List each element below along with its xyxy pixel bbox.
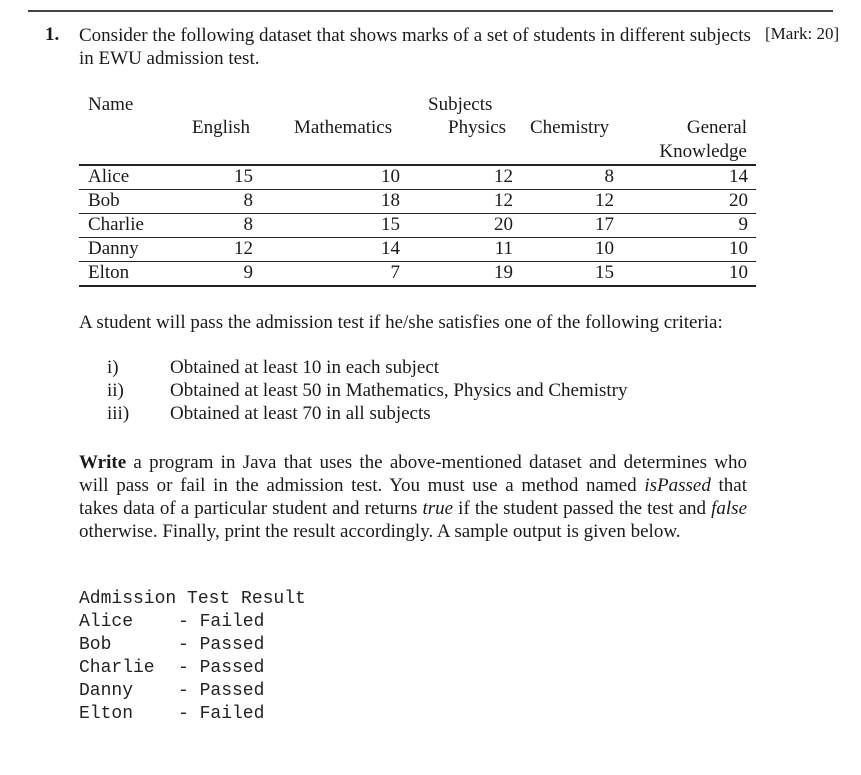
table-cell: 18 (381, 190, 400, 211)
row-rule (79, 261, 756, 262)
top-rule (28, 10, 833, 12)
task-p1: a program in Java that uses the above-mentioned dataset and determines who will pass or fail in the admission test. You must use a method named (79, 452, 747, 496)
table-cell: 14 (729, 166, 748, 187)
table-cell: 20 (494, 214, 513, 235)
output-result: - Failed (178, 612, 265, 632)
sample-output-title: Admission Test Result (79, 589, 306, 609)
table-cell: 15 (381, 214, 400, 235)
task-bold: Write (79, 452, 127, 473)
table-cell: 15 (595, 262, 614, 283)
sample-output-lines (79, 611, 306, 726)
table-cell: 12 (234, 238, 253, 259)
criterion-3-text: Obtained at least 70 in all subjects (170, 403, 431, 424)
table-cell: 11 (494, 238, 513, 259)
table-row-name: Danny (88, 238, 139, 259)
subjects-header: Subjects (428, 94, 493, 115)
task-paragraph (79, 451, 747, 543)
table-cell: 10 (729, 262, 748, 283)
task-p3: if the student passed the test and (453, 498, 712, 519)
table-row-name: Bob (88, 190, 120, 211)
output-name: Alice (79, 612, 134, 632)
output-line (79, 634, 306, 657)
row-rule (79, 213, 756, 214)
table-cell: 10 (595, 238, 614, 259)
criterion-1-text: Obtained at least 10 in each subject (170, 357, 440, 378)
criterion-2-num: ii) (107, 380, 124, 401)
criterion-1-num: i) (107, 357, 119, 378)
col-chemistry: Chemistry (530, 117, 610, 138)
row-rule (79, 285, 756, 287)
table-cell: 17 (595, 214, 614, 235)
row-rule (79, 237, 756, 238)
table-cell: 9 (243, 262, 253, 283)
table-cell: 20 (729, 190, 748, 211)
output-name: Danny (79, 681, 134, 701)
output-line (79, 680, 306, 703)
table-cell: 9 (738, 214, 748, 235)
table-cell: 10 (381, 166, 400, 187)
table-cell: 15 (234, 166, 253, 187)
table-cell: 14 (381, 238, 400, 259)
task-true: true (422, 498, 454, 519)
table-cell: 8 (243, 190, 253, 211)
col-knowledge: Knowledge (659, 141, 747, 162)
task-false: false (711, 498, 748, 519)
output-line (79, 611, 306, 634)
sample-output (79, 588, 306, 726)
col-physics: Physics (448, 117, 507, 138)
marks-table (79, 94, 756, 286)
table-row-name: Charlie (88, 214, 144, 235)
name-header: Name (88, 94, 134, 115)
task-p4: otherwise. Finally, print the result accordingly. A sample output is given below. (79, 521, 681, 542)
col-mathematics: Mathematics (294, 117, 393, 138)
task-p2: that takes data of a particular student and returns (79, 475, 747, 519)
output-result: - Failed (178, 704, 265, 724)
table-cell: 19 (494, 262, 513, 283)
table-cell: 7 (390, 262, 400, 283)
output-result: - Passed (178, 681, 265, 701)
output-result: - Passed (178, 658, 265, 678)
table-cell: 8 (243, 214, 253, 235)
question-mark: [Mark: 20] (765, 24, 840, 43)
criterion-2-text: Obtained at least 50 in Mathematics, Physics and Chemistry (170, 380, 628, 401)
table-cell: 10 (729, 238, 748, 259)
criteria-intro: A student will pass the admission test if he/she satisfies one of the following criteria: (79, 312, 723, 333)
output-name: Charlie (79, 658, 155, 678)
task-method: isPassed (644, 475, 711, 496)
output-result: - Passed (178, 635, 265, 655)
table-cell: 12 (494, 190, 513, 211)
col-english: English (192, 117, 251, 138)
table-cell: 12 (494, 166, 513, 187)
table-row-name: Elton (88, 262, 130, 283)
output-line (79, 703, 306, 726)
col-general: General (686, 117, 747, 138)
table-cell: 12 (595, 190, 614, 211)
table-cell: 8 (604, 166, 614, 187)
output-line (79, 657, 306, 680)
table-row-name: Alice (88, 166, 130, 187)
criterion-3-num: iii) (107, 403, 130, 424)
row-rule (79, 189, 756, 190)
question-number: 1. (45, 24, 60, 45)
output-name: Elton (79, 704, 134, 724)
header-rule (79, 164, 756, 166)
output-name: Bob (79, 635, 112, 655)
question-text: Consider the following dataset that shows marks of a set of students in different subjects in EWU admission test. (79, 25, 751, 69)
